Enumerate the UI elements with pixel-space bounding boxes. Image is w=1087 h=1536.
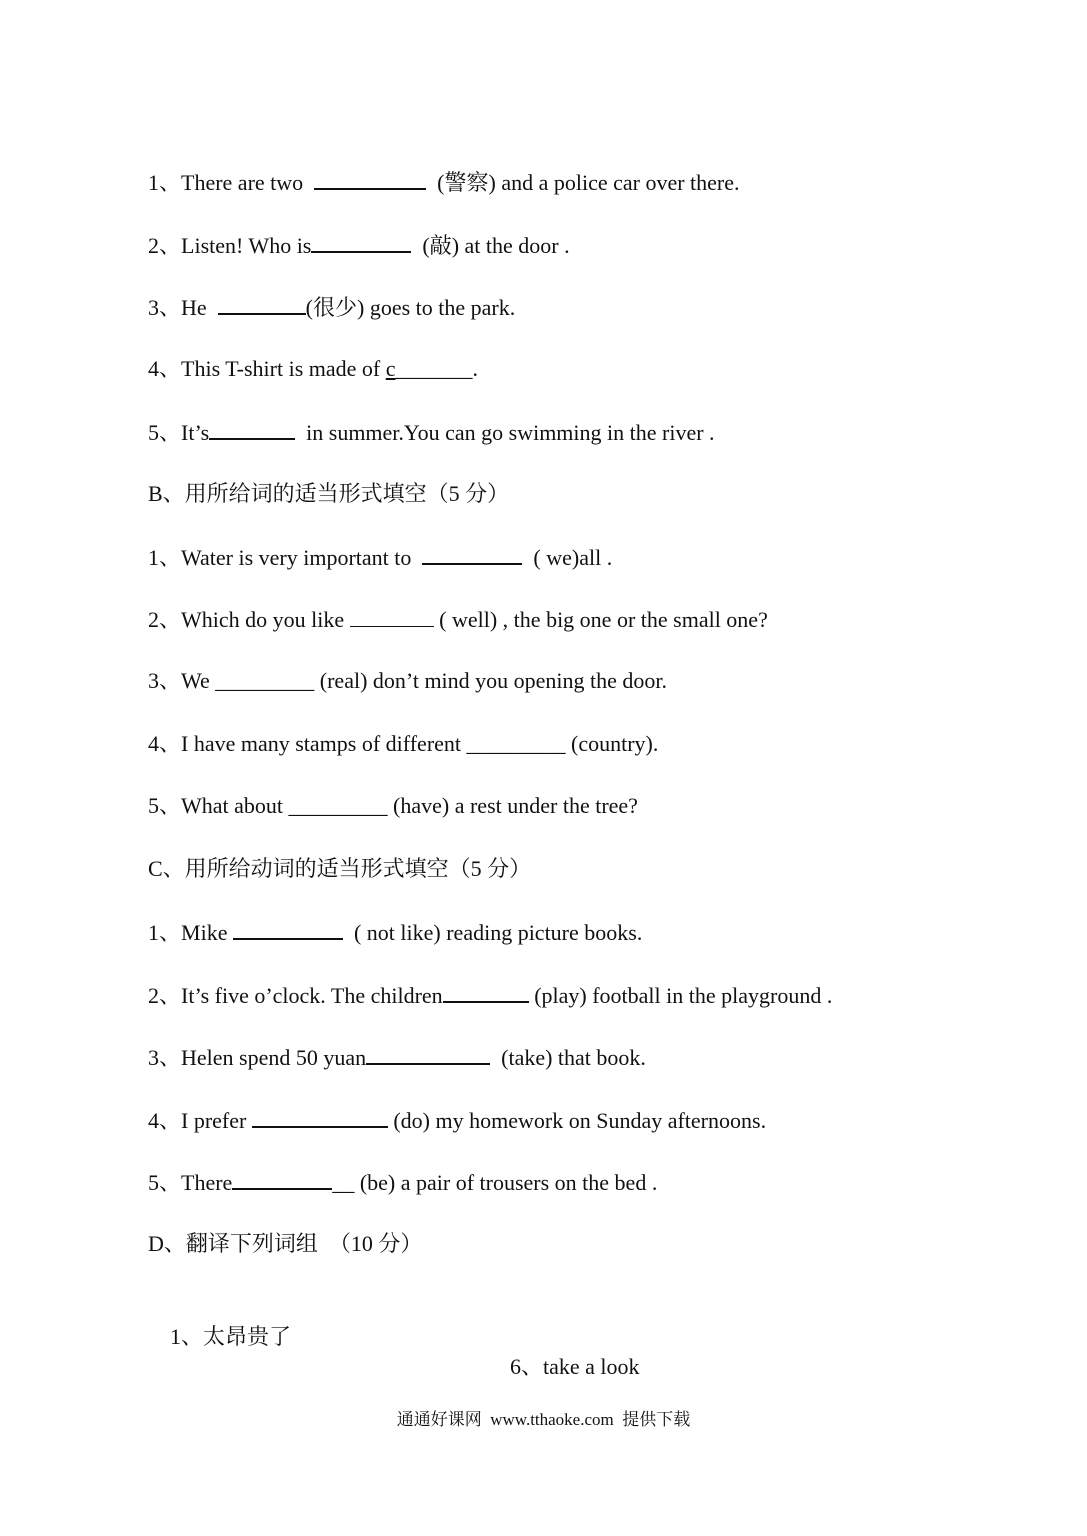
question-a4: 4、This T-shirt is made of c_______.: [148, 356, 478, 381]
question-number: 4、: [148, 731, 182, 756]
question-a1: 1、There are two (警察) and a police car over there.: [148, 166, 740, 198]
question-b2: 2、Which do you like ( well) , the big one or the small one?: [148, 604, 768, 635]
question-b3: 3、We _________ (real) don’t mind you opening the door.: [148, 668, 668, 693]
question-number: 5、: [148, 420, 182, 445]
answer-blank[interactable]: [422, 541, 522, 565]
footer-credit: 通通好课网 www.tthaoke.com 提供下载: [396, 1410, 691, 1429]
answer-blank[interactable]: [366, 1041, 490, 1065]
answer-blank[interactable]: [311, 229, 411, 253]
answer-blank[interactable]: [233, 916, 343, 940]
translation-item-1: 1、太昂贵了: [170, 1324, 292, 1349]
question-number: 4、: [148, 356, 182, 381]
question-number: 5、: [148, 1170, 182, 1195]
question-number: 2、: [148, 607, 182, 632]
question-c1: 1、Mike ( not like) reading picture books.: [148, 916, 642, 948]
question-a2: 2、Listen! Who is (敲) at the door .: [148, 229, 570, 261]
question-c4: 4、I prefer (do) my homework on Sunday afternoons.: [148, 1104, 766, 1136]
question-number: 3、: [148, 1045, 182, 1070]
translation-item-6: 6、take a look: [510, 1354, 640, 1379]
question-number: 1、: [148, 545, 182, 570]
question-number: 5、: [148, 793, 182, 818]
question-c2: 2、It’s five o’clock. The children (play) football in the playground .: [148, 979, 832, 1011]
answer-blank[interactable]: [252, 1104, 388, 1128]
question-c5: 5、There __ (be) a pair of trousers on the bed .: [148, 1166, 657, 1198]
answer-blank[interactable]: [314, 166, 426, 190]
question-number: 3、: [148, 295, 182, 320]
question-b5: 5、What about _________ (have) a rest under the tree?: [148, 793, 638, 818]
question-b1: 1、Water is very important to ( we)all .: [148, 541, 612, 573]
question-number: 2、: [148, 983, 182, 1008]
question-a3: 3、He (很少) goes to the park.: [148, 291, 515, 323]
section-b-heading: B、用所给词的适当形式填空（5 分）: [148, 481, 510, 506]
answer-blank[interactable]: [350, 604, 434, 627]
question-number: 4、: [148, 1108, 182, 1133]
answer-blank[interactable]: [232, 1166, 332, 1190]
answer-blank[interactable]: [218, 291, 306, 315]
answer-blank[interactable]: [443, 979, 529, 1003]
section-c-heading: C、用所给动词的适当形式填空（5 分）: [148, 856, 532, 881]
question-number: 1、: [148, 170, 182, 195]
letter-hint: c: [385, 356, 396, 381]
question-b4: 4、I have many stamps of different _________ (country).: [148, 731, 659, 756]
question-a5: 5、It’s in summer.You can go swimming in the river .: [148, 416, 715, 448]
question-number: 2、: [148, 233, 182, 258]
question-number: 3、: [148, 668, 182, 693]
question-c3: 3、Helen spend 50 yuan (take) that book.: [148, 1041, 646, 1073]
translation-row: [148, 1292, 908, 1412]
question-number: 1、: [148, 920, 182, 945]
answer-blank[interactable]: [209, 416, 295, 440]
section-d-heading: D、翻译下列词组 （10 分）: [148, 1231, 423, 1256]
